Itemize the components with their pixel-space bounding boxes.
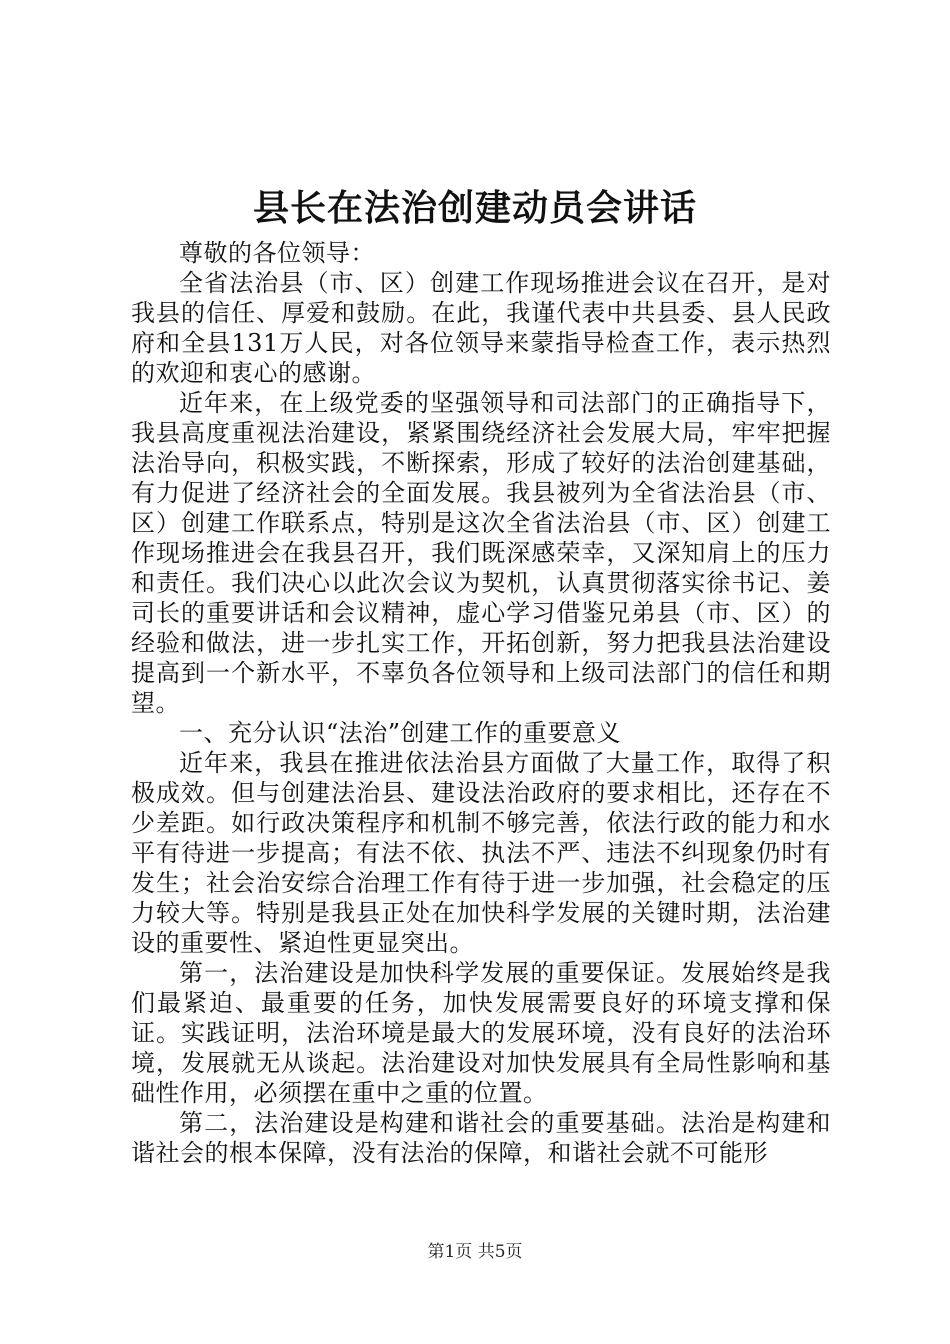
section-heading: 一、充分认识“法治”创建工作的重要意义 (179, 719, 622, 747)
body-paragraph: 全省法治县（市、区）创建工作现场推进会议在召开，是对我县的信任、厚爱和鼓励。在此，我谨代表中共县委、县人民政府和全县131万人民，对各位领导来蒙指导检查工作，表示热烈的欢迎和衷心的感谢。 (131, 269, 831, 387)
body-paragraph: 近年来，我县在推进依法治县方面做了大量工作，取得了积极成效。但与创建法治县、建设法治政府的要求相比，还存在不少差距。如行政决策程序和机制不够完善，依法行政的能力和水平有待进一步提高；有法不依、执法不严、违法不纠现象仍时有发生；社会治安综合治理工作有待于进一步加强，社会稳定的压力较大等。特别是我县正处在加快科学发展的关键时期，法治建设的重要性、紧迫性更显突出。 (131, 749, 831, 957)
page-footer (0, 1240, 950, 1264)
body-paragraph: 第一，法治建设是加快科学发展的重要保证。发展始终是我们最紧迫、最重要的任务，加快发展需要良好的环境支撑和保证。实践证明，法治环境是最大的发展环境，没有良好的法治环境，发展就无从谈起。法治建设对加快发展具有全局性影响和基础性作用，必须摆在重中之重的位置。 (131, 959, 831, 1107)
document-title: 县长在法治创建动员会讲话 (252, 187, 697, 229)
page-indicator: 第1页 共5页 (427, 1242, 523, 1262)
document-body (131, 238, 831, 1168)
body-paragraph: 第二，法治建设是构建和谐社会的重要基础。法治是构建和谐社会的根本保障，没有法治的保障，和谐社会就不可能形 (131, 1109, 831, 1167)
body-paragraph: 近年来，在上级党委的坚强领导和司法部门的正确指导下，我县高度重视法治建设，紧紧围绕经济社会发展大局，牢牢把握法治导向，积极实践，不断探索，形成了较好的法治创建基础，有力促进了经济社会的全面发展。我县被列为全省法治县（市、区）创建工作联系点，特别是这次全省法治县（市、区）创建工作现场推进会在我县召开，我们既深感荣幸，又深知肩上的压力和责任。我们决心以此次会议为契机，认真贯彻落实徐书记、姜司长的重要讲话和会议精神，虚心学习借鉴兄弟县（市、区）的经验和做法，进一步扎实工作，开拓创新，努力把我县法治建设提高到一个新水平，不辜负各位领导和上级司法部门的信任和期望。 (131, 389, 831, 717)
salutation-paragraph: 尊敬的各位领导： (179, 239, 375, 267)
